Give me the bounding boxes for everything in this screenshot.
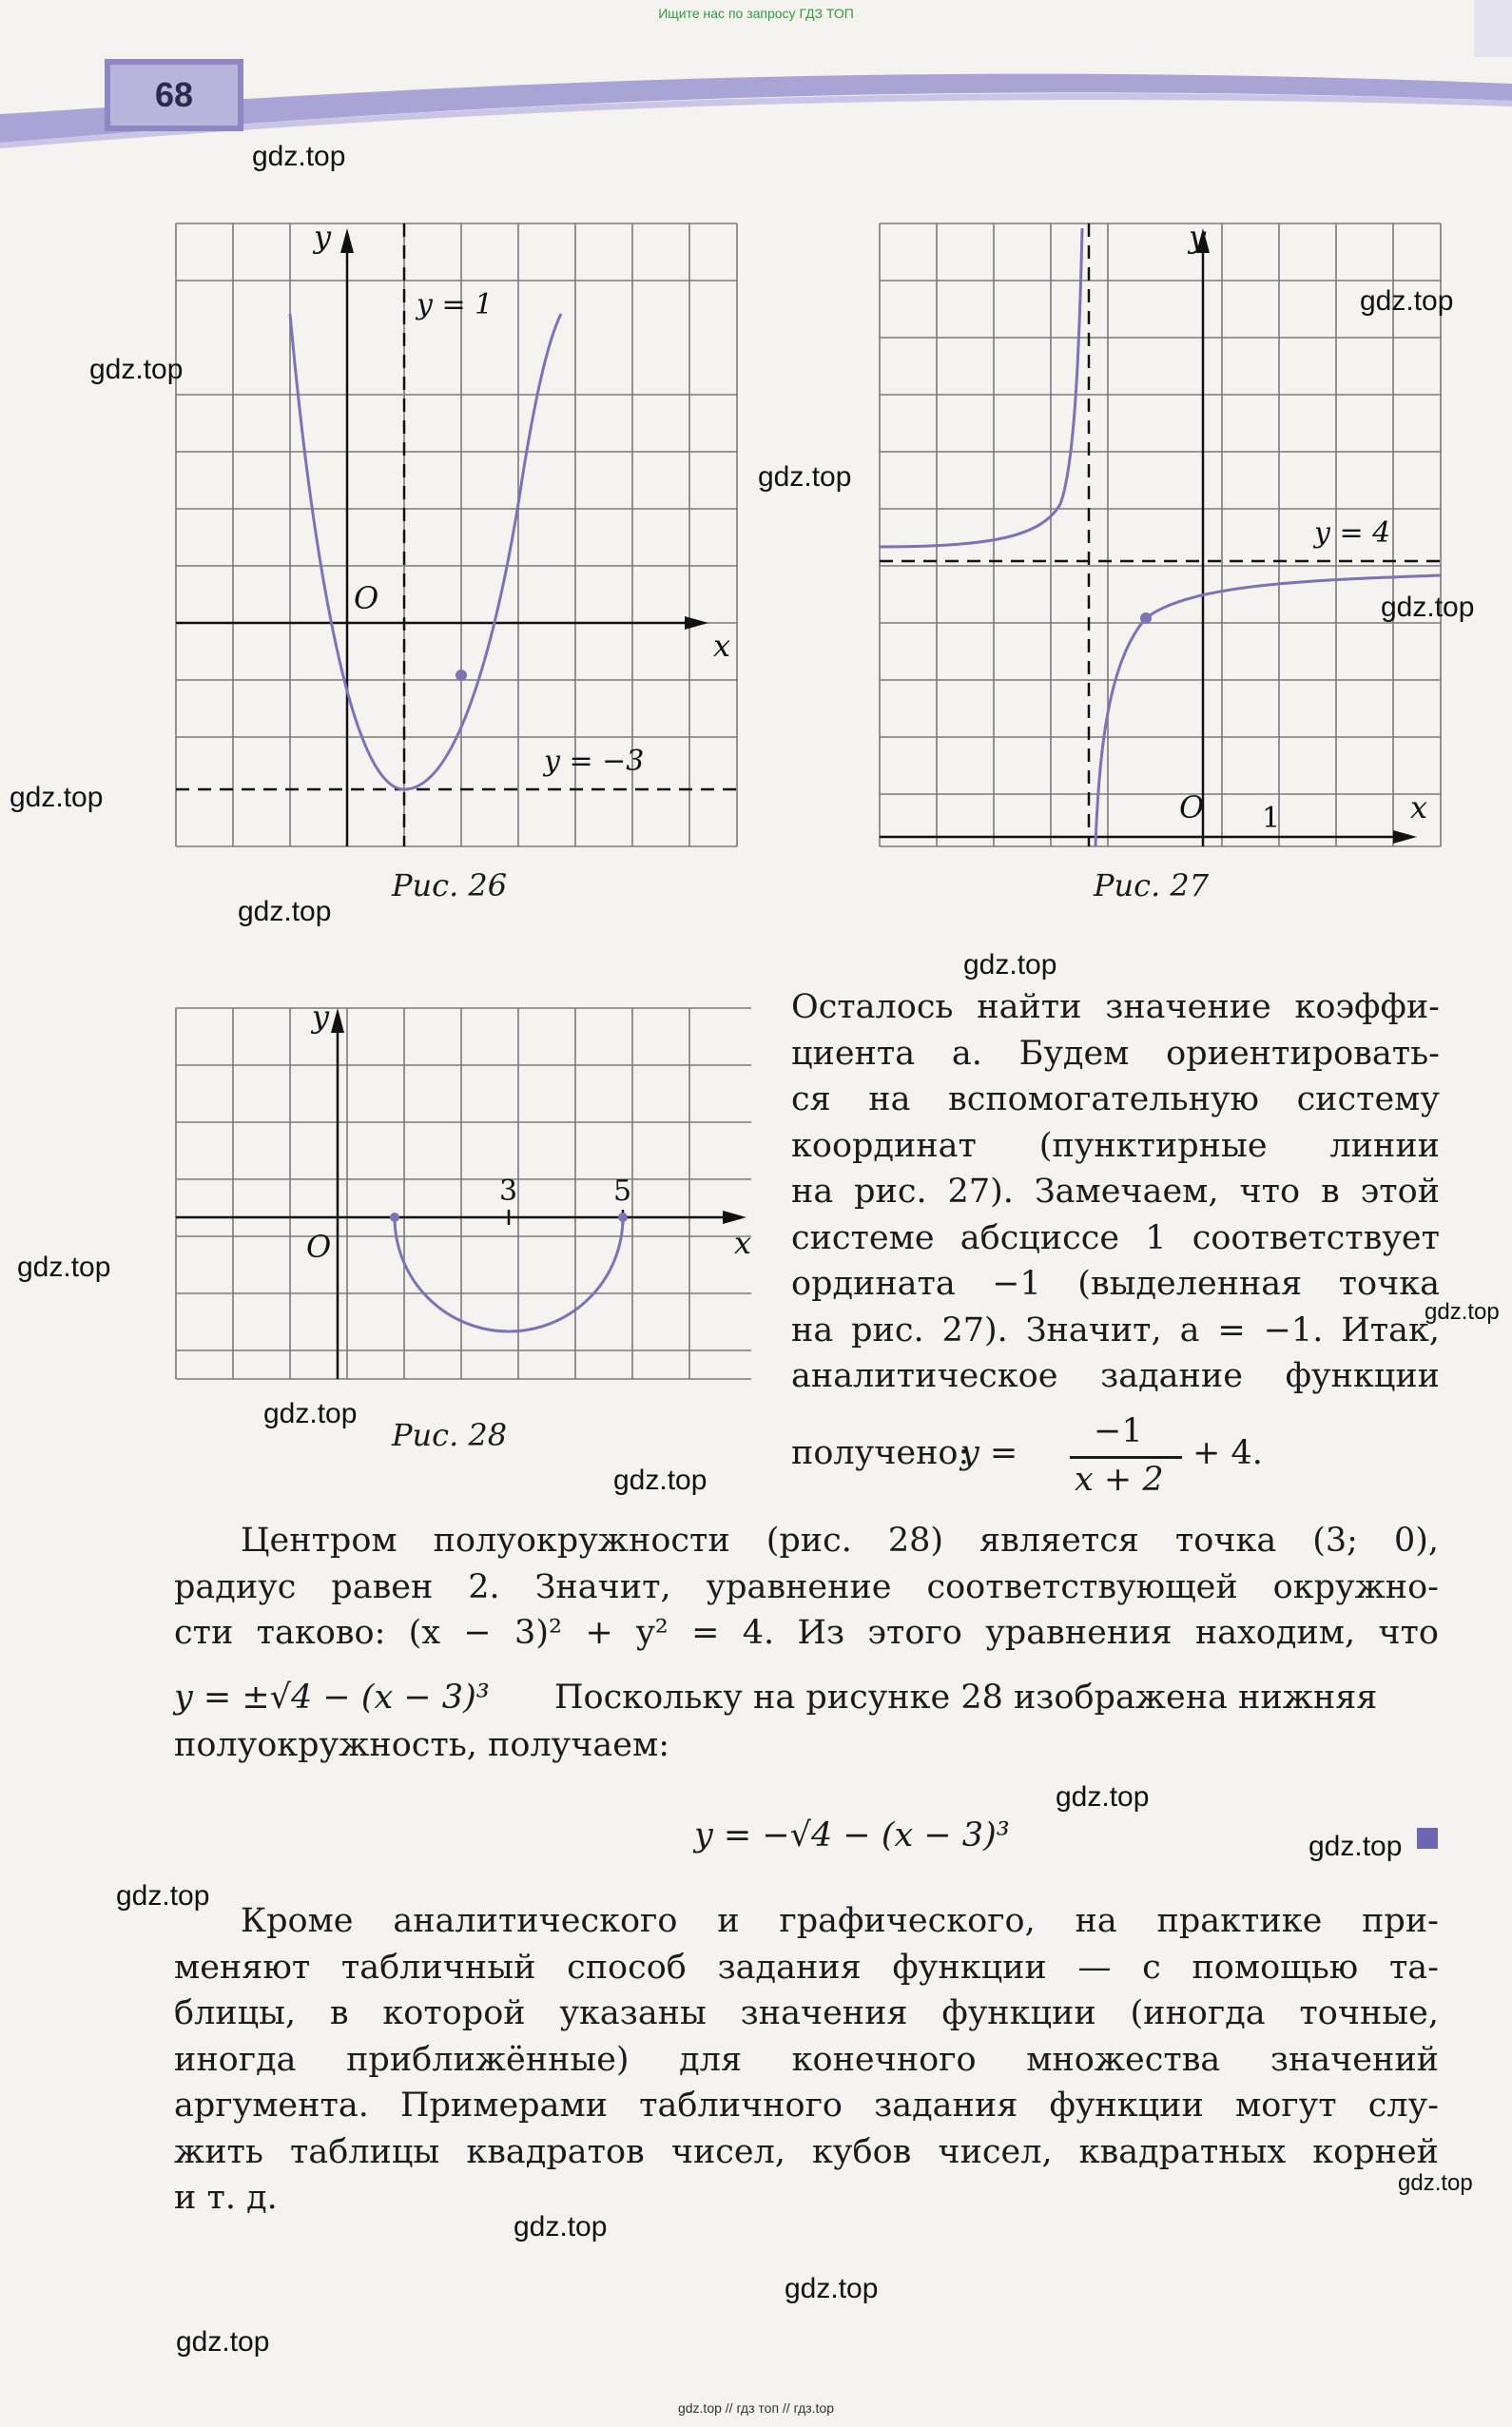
fig26-curve (290, 314, 561, 789)
right-text-line: координат (пунктирные линии (791, 1126, 1440, 1165)
watermark: gdz.top (758, 461, 852, 493)
paragraph-line: аргумента. Примерами табличного задания функции могут слу- (174, 2087, 1439, 2125)
watermark: gdz.top (252, 141, 346, 172)
fig28-left-endpoint (390, 1213, 399, 1222)
right-text-line: на рис. 27). Замечаем, что в этой (791, 1173, 1440, 1211)
watermark: gdz.top (1308, 1831, 1403, 1862)
fig27-caption: Рис. 27 (1094, 867, 1210, 903)
page-number: 68 (105, 59, 243, 131)
fig28-tick-3: 3 (499, 1175, 518, 1208)
paragraph-line: меняют табличный способ задания функции — с помощью та- (174, 1948, 1439, 1987)
paragraph-line: Кроме аналитического и графического, на практике при- (241, 1902, 1439, 1940)
paragraph-table-method (174, 1898, 1439, 2222)
fig26-marked-point (456, 670, 467, 681)
watermark: gdz.top (1398, 2170, 1473, 2196)
paragraph-line: сти таково: (x − 3)² + y² = 4. Из этого уравнения находим, что (174, 1614, 1439, 1652)
figure-26 (171, 219, 742, 865)
fig28-caption: Рис. 28 (392, 1417, 508, 1453)
right-text-line: системе абсциссе 1 соответствует (791, 1218, 1440, 1257)
semicircle-formula-centered: y = −√4 − (x − 3)³ (694, 1816, 1010, 1854)
fig27-y-label: y (1189, 219, 1207, 255)
paragraph-line: и т. д. (174, 2179, 278, 2217)
watermark: gdz.top (963, 949, 1057, 981)
fig26-caption: Рис. 26 (392, 867, 508, 903)
right-text-line: циента a. Будем ориентировать- (791, 1034, 1440, 1073)
right-text-line: аналитическое задание функции (791, 1357, 1440, 1395)
fig28-semicircle (395, 1217, 623, 1331)
paragraph-line: иногда приближённые) для конечного множества значений (174, 2040, 1439, 2079)
watermark: gdz.top (89, 354, 184, 385)
watermark: gdz.top (613, 1465, 708, 1496)
fig27-line-label: y = 4 (1314, 516, 1391, 550)
right-text-block (791, 984, 1440, 1400)
watermark: gdz.top (514, 2211, 608, 2243)
semicircle-line5-text: полуокружность, получаем: (174, 1726, 670, 1764)
watermark: gdz.top (176, 2326, 270, 2358)
watermark: gdz.top (238, 896, 332, 927)
top-search-note: Ищите нас по запросу ГДЗ ТОП (658, 6, 854, 21)
end-of-solution-mark (1417, 1828, 1438, 1849)
paragraph-line: радиус равен 2. Значит, уравнение соответствующей окружно- (174, 1567, 1439, 1606)
fig27-x-arrow (1393, 830, 1417, 844)
fig26-x-arrow (685, 616, 708, 630)
fig28-tick-5: 5 (613, 1175, 632, 1208)
paragraph-line: блицы, в которой указаны значения функции (иногда точные, (174, 1994, 1439, 2032)
watermark: gdz.top (1056, 1781, 1150, 1813)
fig27-x-label: x (1410, 789, 1428, 825)
fig26-y-arrow (340, 228, 354, 253)
fig26-line-bottom-label: y = −3 (544, 745, 645, 778)
right-formula-y: y = (960, 1434, 1018, 1472)
semicircle-formula-inline: y = ±√4 − (x − 3)³ (174, 1679, 490, 1717)
fig28-x-label: x (734, 1225, 752, 1261)
watermark: gdz.top (263, 1398, 358, 1429)
fig27-marked-point (1140, 612, 1152, 624)
watermark: gdz.top (785, 2273, 879, 2304)
paragraph-line: Центром полуокружности (рис. 28) является точка (3; 0), (241, 1522, 1439, 1560)
right-formula-prefix: получено: (791, 1434, 970, 1472)
watermark: gdz.top (17, 1252, 111, 1283)
paragraph-semicircle (174, 1518, 1439, 1657)
paragraph-line: жить таблицы квадратов чисел, кубов чисел, квадратных корней (174, 2132, 1439, 2171)
right-formula-denominator: x + 2 (1075, 1461, 1164, 1499)
fig26-x-label: x (713, 628, 731, 664)
fig27-tick-1: 1 (1262, 802, 1281, 835)
right-text-line: на рис. 27). Значит, a = −1. Итак, (791, 1311, 1440, 1349)
right-text-line: Осталось найти значение коэффи- (791, 988, 1440, 1026)
watermark: gdz.top (116, 1880, 210, 1912)
fig27-origin: O (1179, 789, 1205, 825)
watermark: gdz.top (1425, 1299, 1500, 1325)
fig26-origin: O (354, 580, 379, 616)
fig28-y-arrow (331, 1008, 344, 1033)
fig26-y-label: y (314, 219, 332, 255)
right-formula-numerator: −1 (1094, 1412, 1143, 1450)
watermark: gdz.top (1360, 285, 1454, 317)
fig28-y-label: y (312, 999, 330, 1035)
right-text-line: ордината −1 (выделенная точка (791, 1265, 1440, 1303)
watermark: gdz.top (10, 782, 104, 813)
watermark: gdz.top (1381, 592, 1475, 623)
fig27-left-branch (880, 228, 1082, 547)
right-formula-tail: + 4. (1192, 1434, 1263, 1472)
fig28-right-endpoint (618, 1213, 628, 1222)
right-formula-fraction-bar (1070, 1456, 1182, 1459)
fig26-line-top-label: y = 1 (417, 288, 494, 321)
right-text-line: ся на вспомогательную систему (791, 1080, 1440, 1118)
semicircle-line4-text: Поскольку на рисунке 28 изображена нижняя (554, 1679, 1378, 1717)
bottom-note: gdz.top // гдз топ // гдз.top (677, 2400, 835, 2416)
fig28-x-arrow (723, 1211, 746, 1224)
fig28-origin: O (306, 1229, 332, 1265)
figure-28 (171, 989, 761, 1388)
